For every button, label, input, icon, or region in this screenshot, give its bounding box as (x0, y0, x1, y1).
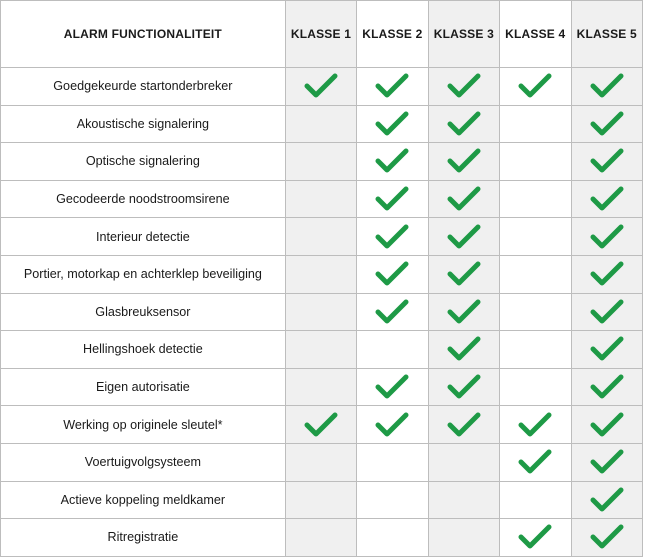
table-row (1, 255, 643, 293)
checkmark-icon (304, 412, 338, 438)
checkmark-icon (447, 224, 481, 250)
cell-klasse-1 (285, 68, 356, 106)
cell-klasse-4 (500, 218, 571, 256)
cell-klasse-5 (571, 368, 642, 406)
cell-klasse-1 (285, 443, 356, 481)
cell-klasse-2 (357, 368, 428, 406)
table-row (1, 368, 643, 406)
feature-label: Actieve koppeling meldkamer (1, 481, 286, 519)
checkmark-icon (590, 336, 624, 362)
table-row (1, 105, 643, 143)
cell-klasse-3 (428, 218, 499, 256)
table-row (1, 519, 643, 557)
cell-klasse-2 (357, 180, 428, 218)
table-row (1, 143, 643, 181)
checkmark-icon (590, 374, 624, 400)
feature-label: Eigen autorisatie (1, 368, 286, 406)
checkmark-icon (375, 148, 409, 174)
cell-klasse-2 (357, 218, 428, 256)
cell-klasse-3 (428, 331, 499, 369)
table-row (1, 218, 643, 256)
cell-klasse-2 (357, 519, 428, 557)
cell-klasse-1 (285, 293, 356, 331)
checkmark-icon (590, 412, 624, 438)
cell-klasse-3 (428, 443, 499, 481)
header-klasse-2: KLASSE 2 (357, 1, 428, 68)
checkmark-icon (590, 449, 624, 475)
checkmark-icon (518, 412, 552, 438)
cell-klasse-2 (357, 293, 428, 331)
cell-klasse-1 (285, 105, 356, 143)
cell-klasse-4 (500, 293, 571, 331)
checkmark-icon (447, 374, 481, 400)
checkmark-icon (590, 299, 624, 325)
table-body (1, 68, 643, 557)
cell-klasse-1 (285, 519, 356, 557)
cell-klasse-1 (285, 368, 356, 406)
checkmark-icon (590, 73, 624, 99)
checkmark-icon (375, 224, 409, 250)
cell-klasse-5 (571, 481, 642, 519)
checkmark-icon (375, 73, 409, 99)
table-row (1, 68, 643, 106)
cell-klasse-4 (500, 68, 571, 106)
cell-klasse-2 (357, 143, 428, 181)
feature-label: Glasbreuksensor (1, 293, 286, 331)
header-klasse-3: KLASSE 3 (428, 1, 499, 68)
checkmark-icon (447, 336, 481, 362)
cell-klasse-4 (500, 481, 571, 519)
cell-klasse-3 (428, 481, 499, 519)
cell-klasse-5 (571, 105, 642, 143)
checkmark-icon (304, 73, 338, 99)
checkmark-icon (447, 186, 481, 212)
cell-klasse-4 (500, 255, 571, 293)
cell-klasse-3 (428, 180, 499, 218)
table-row (1, 293, 643, 331)
feature-label: Interieur detectie (1, 218, 286, 256)
cell-klasse-1 (285, 406, 356, 444)
cell-klasse-2 (357, 406, 428, 444)
checkmark-icon (375, 261, 409, 287)
table-row (1, 443, 643, 481)
cell-klasse-5 (571, 180, 642, 218)
cell-klasse-4 (500, 180, 571, 218)
feature-label: Gecodeerde noodstroomsirene (1, 180, 286, 218)
cell-klasse-3 (428, 406, 499, 444)
checkmark-icon (518, 449, 552, 475)
feature-label: Optische signalering (1, 143, 286, 181)
cell-klasse-5 (571, 218, 642, 256)
feature-label: Werking op originele sleutel* (1, 406, 286, 444)
cell-klasse-5 (571, 331, 642, 369)
cell-klasse-3 (428, 293, 499, 331)
feature-label: Goedgekeurde startonderbreker (1, 68, 286, 106)
cell-klasse-4 (500, 368, 571, 406)
cell-klasse-1 (285, 180, 356, 218)
cell-klasse-5 (571, 443, 642, 481)
checkmark-icon (590, 261, 624, 287)
cell-klasse-2 (357, 331, 428, 369)
checkmark-icon (590, 524, 624, 550)
feature-label: Hellingshoek detectie (1, 331, 286, 369)
checkmark-icon (375, 374, 409, 400)
checkmark-icon (375, 412, 409, 438)
cell-klasse-5 (571, 68, 642, 106)
cell-klasse-1 (285, 331, 356, 369)
cell-klasse-4 (500, 406, 571, 444)
header-row (1, 1, 643, 68)
cell-klasse-5 (571, 255, 642, 293)
feature-label: Ritregistratie (1, 519, 286, 557)
cell-klasse-1 (285, 481, 356, 519)
checkmark-icon (375, 111, 409, 137)
cell-klasse-4 (500, 443, 571, 481)
cell-klasse-2 (357, 443, 428, 481)
checkmark-icon (590, 487, 624, 513)
checkmark-icon (518, 524, 552, 550)
cell-klasse-2 (357, 105, 428, 143)
header-klasse-5: KLASSE 5 (571, 1, 642, 68)
cell-klasse-5 (571, 143, 642, 181)
cell-klasse-3 (428, 143, 499, 181)
cell-klasse-3 (428, 255, 499, 293)
cell-klasse-1 (285, 218, 356, 256)
feature-label: Portier, motorkap en achterklep beveiliging (1, 255, 286, 293)
header-klasse-4: KLASSE 4 (500, 1, 571, 68)
cell-klasse-2 (357, 68, 428, 106)
table-row (1, 180, 643, 218)
feature-label: Akoustische signalering (1, 105, 286, 143)
cell-klasse-5 (571, 293, 642, 331)
checkmark-icon (447, 299, 481, 325)
checkmark-icon (447, 73, 481, 99)
checkmark-icon (590, 224, 624, 250)
checkmark-icon (590, 148, 624, 174)
checkmark-icon (590, 111, 624, 137)
cell-klasse-4 (500, 519, 571, 557)
table-row (1, 331, 643, 369)
cell-klasse-4 (500, 143, 571, 181)
table-row (1, 481, 643, 519)
cell-klasse-5 (571, 406, 642, 444)
cell-klasse-3 (428, 519, 499, 557)
cell-klasse-3 (428, 368, 499, 406)
checkmark-icon (447, 111, 481, 137)
cell-klasse-2 (357, 481, 428, 519)
cell-klasse-4 (500, 331, 571, 369)
header-klasse-1: KLASSE 1 (285, 1, 356, 68)
cell-klasse-3 (428, 105, 499, 143)
checkmark-icon (447, 412, 481, 438)
feature-label: Voertuigvolgsysteem (1, 443, 286, 481)
table-row (1, 406, 643, 444)
cell-klasse-5 (571, 519, 642, 557)
checkmark-icon (375, 299, 409, 325)
cell-klasse-3 (428, 68, 499, 106)
checkmark-icon (518, 73, 552, 99)
cell-klasse-1 (285, 143, 356, 181)
checkmark-icon (447, 148, 481, 174)
checkmark-icon (590, 186, 624, 212)
cell-klasse-1 (285, 255, 356, 293)
checkmark-icon (375, 186, 409, 212)
cell-klasse-4 (500, 105, 571, 143)
cell-klasse-2 (357, 255, 428, 293)
header-feature: ALARM FUNCTIONALITEIT (1, 1, 286, 68)
checkmark-icon (447, 261, 481, 287)
